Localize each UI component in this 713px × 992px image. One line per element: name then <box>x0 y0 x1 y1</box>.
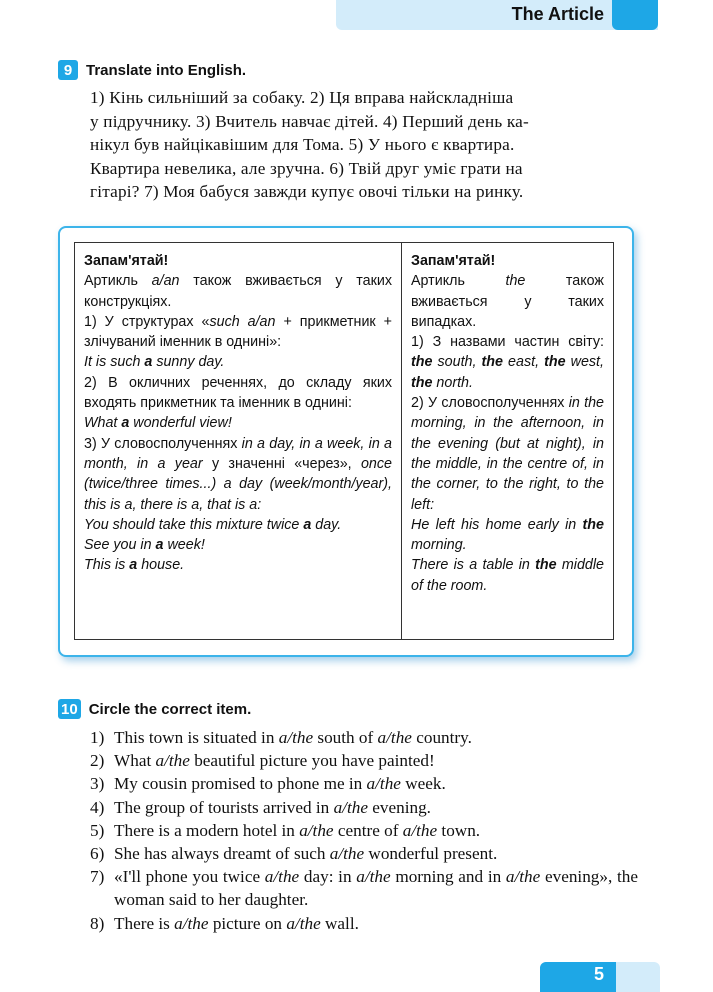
rule-right-title: Запам'ятай! <box>411 253 496 269</box>
list-item <box>90 842 638 865</box>
item-number: 2) <box>90 751 105 771</box>
item-text: There is a modern hotel in a/the centre of a/the town. <box>114 820 481 840</box>
item-text: My cousin promised to phone me in a/the week. <box>114 774 446 794</box>
remember-rule-table <box>74 242 614 640</box>
list-item <box>90 912 638 935</box>
exercise-10-list <box>90 726 638 935</box>
rule-left-title: Запам'ятай! <box>84 253 169 269</box>
exercise-9-line: 1) Кінь сильніший за собаку. 2) Ця вправа найскладніша <box>90 88 514 107</box>
list-item <box>90 819 638 842</box>
item-number: 3) <box>90 774 105 794</box>
exercise-9-line: у підручнику. 3) Вчитель навчає дітей. 4) Перший день ка- <box>90 111 529 131</box>
header-title: The Article <box>511 4 604 24</box>
item-text: «I'll phone you twice a/the day: in a/the morning and in a/the evening», the woman said to her daughter. <box>114 867 638 910</box>
list-item <box>90 749 638 772</box>
exercise-9-title: Translate into English. <box>86 61 247 79</box>
item-number: 4) <box>90 797 105 817</box>
list-item <box>90 726 638 749</box>
item-number: 8) <box>90 913 105 933</box>
item-text: She has always dreamt of such a/the wonderful present. <box>114 844 498 864</box>
list-item <box>90 865 638 911</box>
rule-column-the <box>402 243 613 639</box>
item-text: The group of tourists arrived in a/the evening. <box>114 797 431 817</box>
exercise-9-line: Квартира невелика, але зручна. 6) Твій друг уміє грати на <box>90 158 523 178</box>
rule-left-body: Артикль a/an також вживається у таких конструкціях. 1) У структурах «such a/an + прикметник + злічуваний іменник в однині»: It is such a sunny day. 2) В окличних реченнях, до складу яких входять прикметник та іменник в однині: What a wonderful view! 3) У словосполученнях in a day, in a week, in a month, in a year у значенні «через», once (twice/three times...) a day (week/month/year), this is a, there is a, that is a: You should take this mixture twice a day. See you in a week! This is a house. <box>84 273 393 574</box>
item-number: 6) <box>90 844 105 864</box>
exercise-9-text <box>90 86 636 204</box>
header-accent-block <box>612 0 658 30</box>
exercise-9-line: гітарі? 7) Моя бабуся завжди купує овочі тільки на ринку. <box>90 182 524 201</box>
exercise-9-number: 9 <box>58 60 78 80</box>
exercise-10-number: 10 <box>58 699 81 719</box>
item-text: This town is situated in a/the south of a/the country. <box>114 728 472 747</box>
exercise-10-title: Circle the correct item. <box>88 700 252 718</box>
exercise-9-heading <box>58 60 246 80</box>
list-item <box>90 796 638 819</box>
item-text: There is a/the picture on a/the wall. <box>114 913 359 933</box>
item-text: What a/the beautiful picture you have painted! <box>114 751 435 771</box>
list-item <box>90 772 638 795</box>
page-number: 5 <box>593 964 604 984</box>
exercise-9-line: нікул був найцікавішим для Тома. 5) У нього є квартира. <box>90 135 515 154</box>
rule-right-body: Артикль the також вживається у таких випадках. 1) З назвами частин світу: the south, the east, the west, the north. 2) У словосполученнях in the morning, in the afternoon, in the evening (but at night), in the middle, in the centre of, in the corner, to the right, to the left: He left his home early in the morning. There is a table in the middle of the room. <box>411 273 604 594</box>
item-number: 1) <box>90 728 105 747</box>
item-number: 7) <box>90 867 105 887</box>
item-number: 5) <box>90 820 105 840</box>
rule-column-a-an <box>75 243 402 639</box>
header-tab <box>336 0 658 30</box>
exercise-10-heading <box>58 699 251 719</box>
